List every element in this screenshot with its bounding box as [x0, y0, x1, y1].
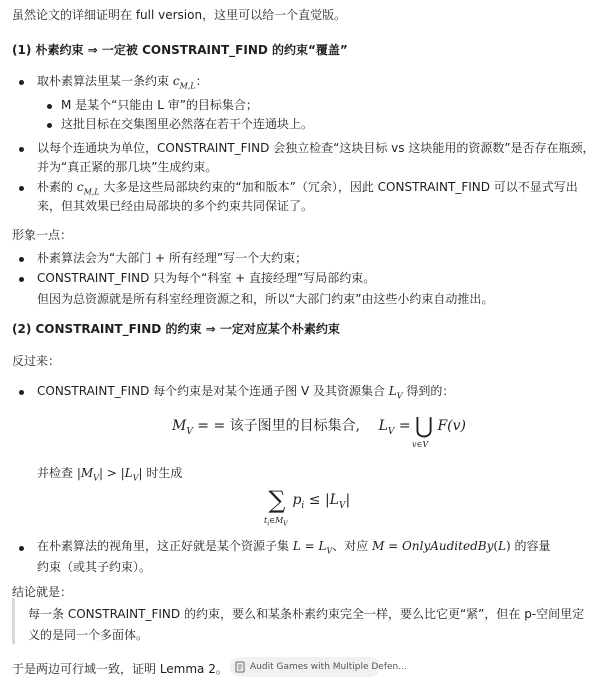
s2-bullet-1: CONSTRAINT_FIND 每个约束是对某个连通子图 V 及其资源集合 $L_V$ 得到的：: [37, 384, 455, 401]
bullet-dot: [19, 277, 24, 282]
bullet-dot: [19, 546, 24, 551]
s1-bullet-1: 取朴素算法里某一条约束 $c_{M,L}$：: [37, 74, 208, 91]
s1-sub-bullet-1: M 是某个“只能由 L 审”的目标集合；: [61, 98, 258, 112]
bullet-dot: [19, 186, 24, 191]
quote-line-2: 义的是同一个多面体。: [28, 628, 149, 642]
bullet-dot: [19, 80, 24, 85]
section2-heading: (2) CONSTRAINT_FIND 的约束 ⇒ 一定对应某个朴素约束: [12, 322, 340, 336]
bullet-dot: [19, 257, 24, 262]
bullet-dot: [19, 390, 24, 395]
reverse-text: 反过来：: [12, 354, 61, 368]
source-citation-chip[interactable]: [230, 657, 407, 677]
quote-line-1: 每一条 CONSTRAINT_FIND 的约束，要么和某条朴素约束完全一样，要么比它更“紧”，但在 p-空间里定: [28, 607, 585, 621]
final-text: 于是两边可行域一致，证明 Lemma 2。: [12, 662, 228, 676]
s2-bullet-2-line2: 约束（或其子约束）。: [37, 560, 152, 574]
s1-bullet-2-line1: 以每个连通块为单位，CONSTRAINT_FIND 会独立检查“这块目标 vs 这块能用的资源数”是否存在瓶颈，: [37, 141, 595, 155]
vivid-bullet-2-line1: CONSTRAINT_FIND 只为每个“科室 + 直接经理”写局部约束。: [37, 271, 376, 285]
sub-bullet-dot: [47, 123, 52, 128]
vivid-heading: 形象一点：: [12, 228, 73, 242]
equation-2: ∑ $t_i\in M_V$ $p_i \le |L_V|$: [264, 486, 351, 528]
s1-bullet-3-line2: 来，但其效果已经由局部块的多个约束共同保证了。: [37, 199, 314, 213]
source-citation-label: Audit Games with Multiple Defen...: [250, 662, 407, 672]
intro-text: 虽然论文的详细证明在 full version，这里可以给一个直觉版。: [12, 8, 347, 22]
vivid-bullet-1: 朴素算法会为“大部门 + 所有经理”写一个大约束；: [37, 251, 308, 265]
sub-bullet-dot: [47, 104, 52, 109]
s1-sub-bullet-2: 这批目标在交集图里必然落在若干个连通块上。: [61, 117, 314, 131]
s2-bullet-2-line1: 在朴素算法的视角里，这正好就是某个资源子集 $L = L_V$、对应 M = OnlyAuditedBy(L) 的容量: [37, 539, 551, 556]
section1-heading: (1) 朴素约束 ⇒ 一定被 CONSTRAINT_FIND 的约束“覆盖”: [12, 43, 348, 57]
vivid-bullet-2-line2: 但因为总资源就是所有科室经理资源之和，所以“大部门约束”由这些小约束自动推出。: [37, 292, 494, 306]
bullet-dot: [19, 147, 24, 152]
document-icon: [234, 661, 246, 673]
equation-1: $M_V$ = = 该子图里的目标集合, $L_V$ = ⋃ v∈V F(v): [172, 414, 467, 449]
s1-bullet-3-line1: 朴素的 $c_{M,L}$ 大多是这些局部块约束的“加和版本”（冗余），因此 CONSTRAINT_FIND 可以不显式写出: [37, 180, 578, 197]
check-condition: 并检查 $|M_V| > |L_V|$ 时生成: [37, 466, 183, 483]
s1-bullet-2-line2: 并为“真正紧的那几块”生成约束。: [37, 160, 218, 174]
conclusion-heading: 结论就是：: [12, 585, 73, 599]
